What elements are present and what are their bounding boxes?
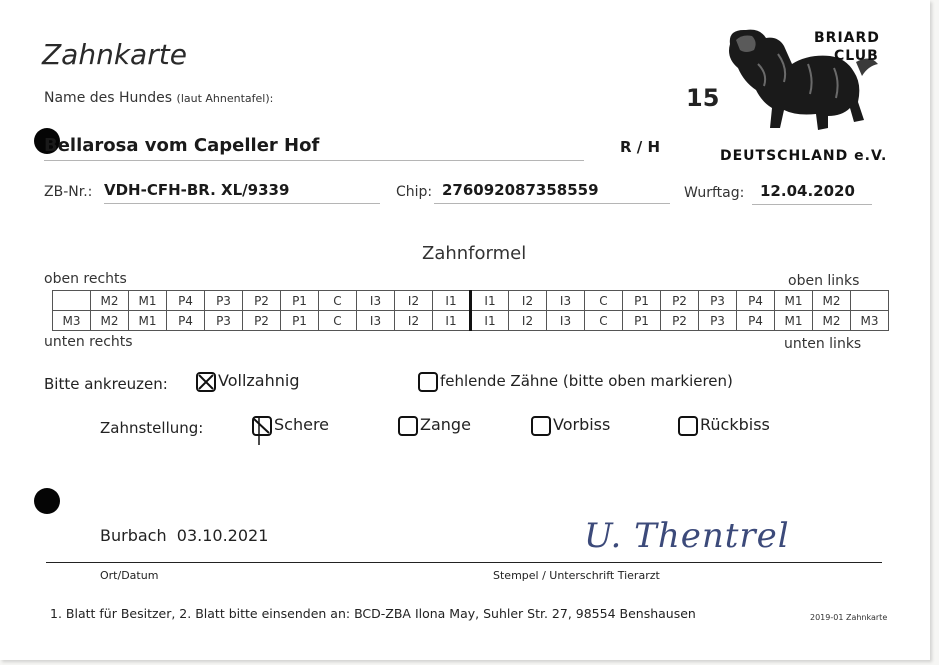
tooth-cell: I1 bbox=[471, 311, 509, 331]
tooth-cell: M3 bbox=[53, 311, 91, 331]
tooth-cell: M2 bbox=[91, 311, 129, 331]
place-date-value: Burbach 03.10.2021 bbox=[100, 526, 269, 545]
tooth-cell: P4 bbox=[167, 311, 205, 331]
zange-option[interactable] bbox=[398, 415, 471, 436]
logo-line1: BRIARD bbox=[814, 30, 880, 46]
logo-line2: CLUB bbox=[834, 48, 879, 64]
stellung-label: Zahnstellung: bbox=[100, 419, 204, 437]
check-mark-icon bbox=[253, 417, 271, 447]
rueckbiss-option[interactable] bbox=[678, 415, 770, 436]
tooth-cell: C bbox=[319, 311, 357, 331]
tooth-cell: I2 bbox=[509, 291, 547, 311]
stamp-label: Stempel / Unterschrift Tierarzt bbox=[493, 569, 660, 582]
footer-text: 1. Blatt für Besitzer, 2. Blatt bitte einsenden an: BCD-ZBA Ilona May, Suhler Str. 27, 98554 Benshausen bbox=[50, 606, 696, 621]
lower-left-label: unten links bbox=[784, 336, 862, 352]
zange-label: Zange bbox=[420, 415, 471, 434]
upper-left-label: oben links bbox=[788, 273, 860, 289]
tooth-cell: M1 bbox=[129, 291, 167, 311]
vollzahnig-checkbox[interactable] bbox=[196, 372, 216, 392]
zb-value: VDH-CFH-BR. XL/9339 bbox=[104, 181, 290, 199]
vet-signature: U. Thentrel bbox=[584, 516, 790, 556]
zb-label: ZB-Nr.: bbox=[44, 184, 93, 200]
logo-line3: DEUTSCHLAND e.V. bbox=[720, 148, 888, 164]
tooth-cell: M2 bbox=[91, 291, 129, 311]
zange-checkbox[interactable] bbox=[398, 416, 418, 436]
tooth-cell: P4 bbox=[167, 291, 205, 311]
tooth-cell: I1 bbox=[471, 291, 509, 311]
check-prompt: Bitte ankreuzen: bbox=[44, 375, 168, 393]
wurftag-label: Wurftag: bbox=[684, 185, 745, 201]
check-mark-icon bbox=[197, 373, 215, 391]
tooth-cell: P3 bbox=[699, 311, 737, 331]
wurftag-value: 12.04.2020 bbox=[760, 182, 855, 200]
tooth-cell bbox=[851, 291, 889, 311]
tooth-cell: P4 bbox=[737, 311, 775, 331]
tooth-cell: I3 bbox=[357, 311, 395, 331]
upper-jaw-row bbox=[53, 291, 889, 311]
tooth-cell: I2 bbox=[395, 311, 433, 331]
tooth-cell: C bbox=[319, 291, 357, 311]
tooth-cell: I2 bbox=[395, 291, 433, 311]
rueckbiss-checkbox[interactable] bbox=[678, 416, 698, 436]
vollzahnig-option[interactable] bbox=[196, 371, 299, 392]
dog-name-value: Bellarosa vom Capeller Hof bbox=[44, 135, 320, 156]
punch-hole-bottom bbox=[34, 488, 60, 514]
dog-color-value: R / H bbox=[620, 138, 661, 156]
tooth-cell: I2 bbox=[509, 311, 547, 331]
tooth-cell: P3 bbox=[205, 311, 243, 331]
formula-title: Zahnformel bbox=[422, 243, 527, 264]
tooth-cell: P1 bbox=[281, 291, 319, 311]
tooth-cell: M1 bbox=[129, 311, 167, 331]
vorbiss-checkbox[interactable] bbox=[531, 416, 551, 436]
tooth-cell: P2 bbox=[243, 291, 281, 311]
lower-jaw-row bbox=[53, 311, 889, 331]
schere-checkbox[interactable] bbox=[252, 416, 272, 436]
fehlende-checkbox[interactable] bbox=[418, 372, 438, 392]
tooth-cell: M1 bbox=[775, 291, 813, 311]
chip-value: 276092087358559 bbox=[442, 181, 599, 199]
vollzahnig-label: Vollzahnig bbox=[218, 371, 300, 390]
tooth-cell: P2 bbox=[243, 311, 281, 331]
tooth-cell: I3 bbox=[547, 311, 585, 331]
rueckbiss-label: Rückbiss bbox=[700, 415, 770, 434]
vorbiss-label: Vorbiss bbox=[553, 415, 611, 434]
dog-name-line bbox=[44, 135, 584, 161]
card-number: 15 bbox=[686, 84, 720, 112]
tooth-cell: P3 bbox=[205, 291, 243, 311]
tooth-cell: I1 bbox=[433, 311, 471, 331]
schere-label: Schere bbox=[274, 415, 330, 434]
club-logo bbox=[718, 24, 888, 174]
chip-label: Chip: bbox=[396, 184, 433, 200]
place-date-label: Ort/Datum bbox=[100, 569, 159, 582]
tooth-cell: I3 bbox=[547, 291, 585, 311]
page-title: Zahnkarte bbox=[42, 38, 187, 71]
tooth-cell bbox=[53, 291, 91, 311]
lower-right-label: unten rechts bbox=[44, 334, 133, 350]
tooth-cell: P3 bbox=[699, 291, 737, 311]
wurftag-line bbox=[752, 181, 872, 205]
tooth-cell: I3 bbox=[357, 291, 395, 311]
tooth-cell: C bbox=[585, 311, 623, 331]
tooth-cell: P4 bbox=[737, 291, 775, 311]
schere-option[interactable] bbox=[252, 415, 329, 436]
tooth-cell: C bbox=[585, 291, 623, 311]
dental-formula-table bbox=[52, 290, 889, 331]
tooth-cell: P1 bbox=[281, 311, 319, 331]
tooth-cell: P1 bbox=[623, 311, 661, 331]
tooth-cell: P1 bbox=[623, 291, 661, 311]
tooth-cell: M2 bbox=[813, 291, 851, 311]
signature-line bbox=[46, 562, 882, 563]
tooth-cell: I1 bbox=[433, 291, 471, 311]
upper-right-label: oben rechts bbox=[44, 271, 127, 287]
form-version: 2019-01 Zahnkarte bbox=[810, 613, 888, 622]
zb-line bbox=[104, 180, 380, 204]
dog-name-label: Name des Hundes (laut Ahnentafel): bbox=[44, 90, 274, 106]
tooth-cell: M1 bbox=[775, 311, 813, 331]
tooth-cell: M2 bbox=[813, 311, 851, 331]
fehlende-option[interactable] bbox=[418, 371, 733, 392]
chip-line bbox=[434, 180, 670, 204]
tooth-cell: M3 bbox=[851, 311, 889, 331]
tooth-cell: P2 bbox=[661, 311, 699, 331]
fehlende-label: fehlende Zähne (bitte oben markieren) bbox=[440, 372, 733, 390]
tooth-cell: P2 bbox=[661, 291, 699, 311]
vorbiss-option[interactable] bbox=[531, 415, 610, 436]
